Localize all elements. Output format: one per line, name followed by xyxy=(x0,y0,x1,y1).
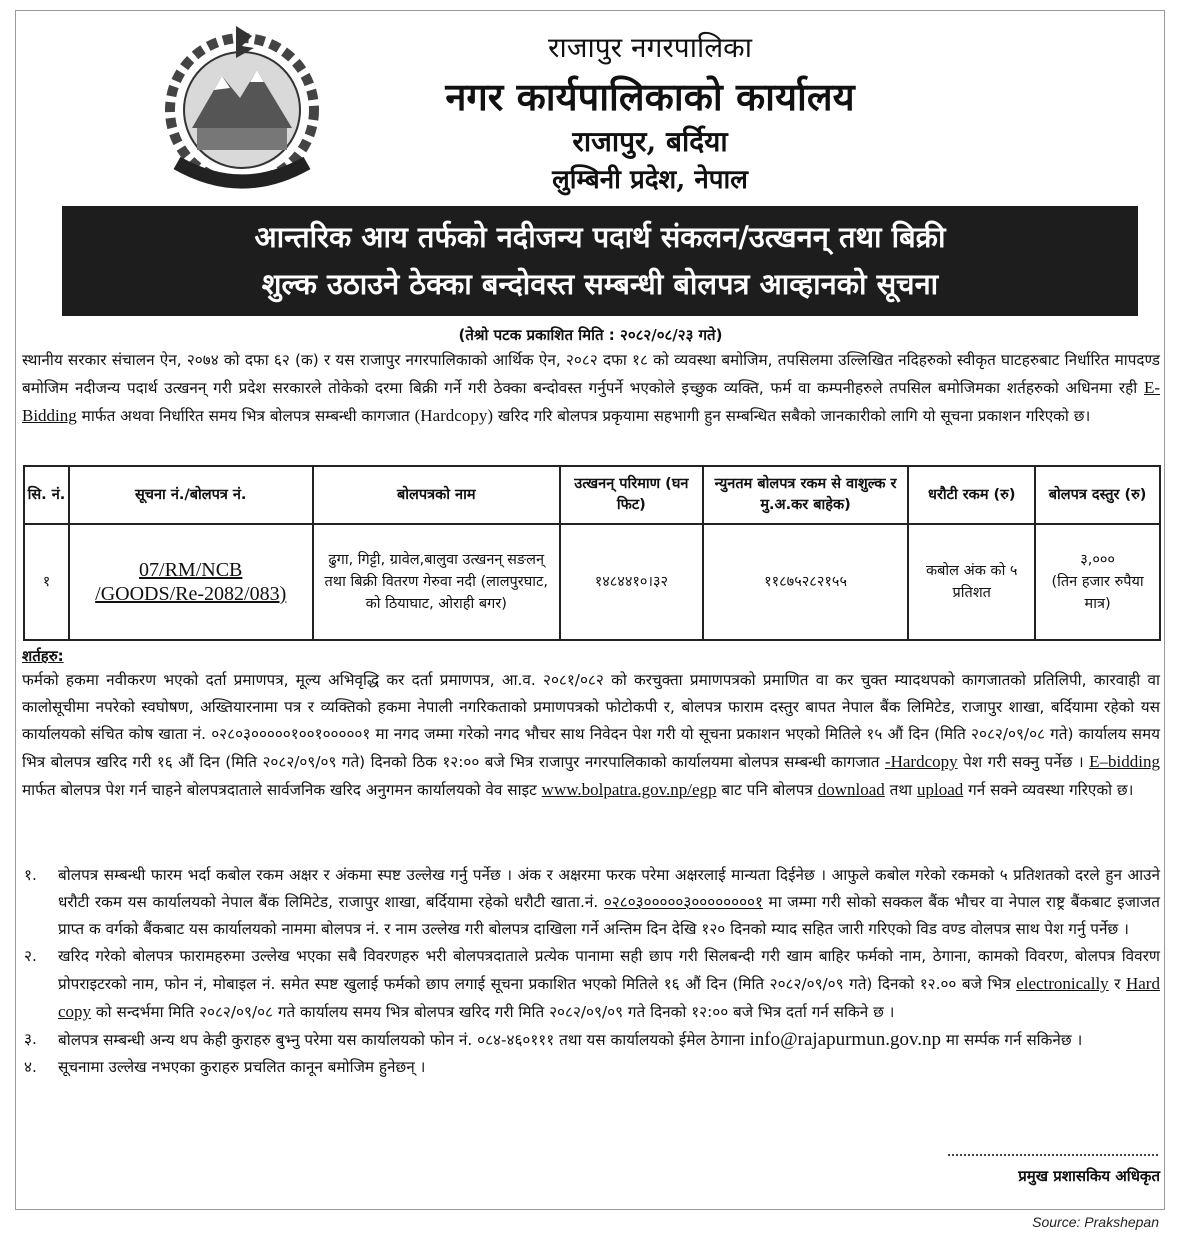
notice-no-line-2: /GOODS/Re-2082/083) xyxy=(95,583,287,605)
col-header-sn: सि. नं. xyxy=(24,466,69,524)
item-number: ४. xyxy=(24,1058,37,1076)
col-header-notice-no: सूचना नं./बोलपत्र नं. xyxy=(69,466,313,524)
list-item xyxy=(22,1026,1160,1054)
item-number: २. xyxy=(24,947,37,965)
list-item xyxy=(22,862,1160,943)
hardcopy-term: Hard copy xyxy=(58,974,1160,1021)
notice-title-line-1: आन्तरिक आय तर्फको नदीजन्य पदार्थ संकलन/उत्खनन् तथा बिक्री xyxy=(254,220,946,254)
deposit-account-number: ०२८०३०००००३००००००००१ xyxy=(603,893,763,911)
office-title: नगर कार्यपालिकाको कार्यालय xyxy=(445,74,855,119)
conditions-text: पेश गरी सक्नु पर्नेछ । xyxy=(963,753,1084,771)
nepal-emblem-icon xyxy=(152,18,332,190)
col-header-min-amount: न्युनतम बोलपत्र रकम से वाशुल्क र मु.अ.कर बाहेक) xyxy=(703,466,909,524)
electronically-term: electronically xyxy=(1016,974,1109,993)
notice-no-line-1: 07/RM/NCB xyxy=(139,559,243,581)
cell-deposit: कबोल अंक को ५ प्रतिशत xyxy=(908,524,1035,640)
bolpatra-website-link[interactable]: www.bolpatra.gov.np/egp xyxy=(541,780,717,799)
fee-amount: ३,००० xyxy=(1080,552,1115,568)
col-header-fee: बोलपत्र दस्तुर (रु) xyxy=(1035,466,1160,524)
hardcopy-term: (Hardcopy) xyxy=(414,406,493,425)
office-province: लुम्बिनी प्रदेश, नेपाल xyxy=(552,165,748,195)
intro-text: मार्फत अथवा निर्धारित समय भित्र बोलपत्र सम्बन्धी कागजात xyxy=(81,407,410,425)
item-text: बोलपत्र सम्बन्धी अन्य थप केही कुराहरु बुभ्नु परेमा यस कार्यालयको फोन नं. ०८४-४६०१११ तथा यस कार्यालयको ईमेल ठेगाना xyxy=(58,1031,745,1049)
intro-text: खरिद गरि बोलपत्र प्रकृयामा सहभागी हुन सम्बन्धित सबैको जानकारीको लागि यो सूचना प्रकाशन गरिएको छ। xyxy=(497,407,1091,425)
cell-bid-name: ढुगा, गिट्टी, ग्रावेल,बालुवा उत्खनन् सङलन् तथा बिक्री वितरण गेरुवा नदी (लालपुरघाट, को ठियाघाट, ओराही बगर) xyxy=(313,524,561,640)
cell-notice-no xyxy=(69,524,313,640)
intro-text: स्थानीय सरकार संचालन ऐन, २०७४ को दफा ६२ (क) र यस राजापुर नगरपालिकाको आर्थिक ऐन, २०८२ दफा १८ को व्यवस्था बमोजिम, तपसिलमा उल्लिखित नदिहरुको स्वीकृत घाटहरुबाट निर्धारित मापदण्ड बमोजिम नदीजन्य पदार्थ उत्खनन् गरी प्रदेश सरकारले तोकेको दरमा बिक्री गर्ने गरी ठेक्का बन्दोवस्त गर्नुपर्ने भएकोले इच्छुक व्यक्ति, फर्म वा कम्पनीहरुले तपसिल बमोजिमका शर्तहरुको अधिनमा रही xyxy=(22,351,1160,397)
upload-term: upload xyxy=(917,780,964,799)
conditions-paragraph xyxy=(22,667,1160,804)
conditions-text: तथा xyxy=(889,781,913,799)
col-header-quantity: उत्खनन् परिमाण (घन फिट) xyxy=(560,466,703,524)
conditions-list xyxy=(22,862,1160,1081)
item-text: को सन्दर्भमा मिति २०८२/०९/०८ गते कार्यालय समय भित्र बोलपत्र खरिद गरी मिति २०८२/०९/०९ गते दिनको १२:०० बजे भित्र दर्ता गर्न सकिने छ । xyxy=(95,1003,895,1021)
cell-min-amount: ११८७५२८२१५५ xyxy=(703,524,909,640)
office-location: राजापुर, बर्दिया xyxy=(572,125,728,158)
item-text: सूचनामा उल्लेख नभएका कुराहरु प्रचलित कानून बमोजिम हुनेछन् । xyxy=(58,1058,426,1076)
item-number: १. xyxy=(24,866,37,884)
list-item xyxy=(22,1054,1160,1081)
e-bidding-link[interactable]: E–bidding xyxy=(1089,752,1160,771)
cell-sn: १ xyxy=(24,524,69,640)
item-text: र xyxy=(1114,975,1121,993)
source-credit: Source: Prakshepan xyxy=(1032,1214,1159,1230)
intro-paragraph xyxy=(22,347,1160,430)
cell-fee xyxy=(1035,524,1160,640)
notice-title-banner xyxy=(62,206,1138,316)
item-text: मा जम्मा गरी सोको सक्कल बैंक भौचर वा नेपाल राष्ट्र बैंकबाट इजाजत प्राप्त क वर्गको बैंकबाट यस कार्यालयको नाममा बोलपत्र नं. र नाम उल्लेख गरी बोलपत्र दाखिला गर्ने अन्तिम दिन देखि १२० दिनको म्याद सहित जारी गरिएको विड वण्ड वोलपत्र साथ पेश गर्नु पर्नेछ । xyxy=(58,893,1160,938)
conditions-text: मार्फत बोलपत्र पेश गर्न चाहने बोलपत्रदाताले सार्वजनिक खरिद अनुगमन कार्यालयको वेव साइट xyxy=(22,781,537,799)
fee-words: (तिन हजार रुपैया मात्र) xyxy=(1051,574,1144,612)
list-item xyxy=(22,943,1160,1026)
office-email-link[interactable]: info@rajapurmun.gov.np xyxy=(749,1029,941,1050)
item-text: बोलपत्र सम्बन्धी फारम भर्दा कबोल रकम अक्षर र अंकमा स्पष्ट उल्लेख गर्नु पर्नेछ । अंक र अक्षरमा फरक परेमा अक्षरलाई मान्यता दिईनेछ । आफुले कबोल गरेको रकमको ५ प्रतिशतको दरले हुन आउने धरौटी रकम यस कार्यालयको नेपाल बैंक लिमिटेड, राजापुर शाखा, बर्दियामा रहेको धरौटी खाता.नं. xyxy=(58,866,1160,911)
download-term: download xyxy=(817,780,885,799)
conditions-text: बाट पनि बोलपत्र xyxy=(721,781,813,799)
municipality-name: राजापुर नगरपालिका xyxy=(548,31,752,64)
e-bidding-link[interactable]: E-Bidding xyxy=(22,378,1160,425)
bid-table xyxy=(23,465,1161,641)
publish-date: (तेश्रो पटक प्रकाशित मिति : २०८२/०८/२३ गते) xyxy=(458,326,723,344)
table-row xyxy=(24,524,1160,640)
signatory-title: प्रमुख प्रशासकिय अधिकृत xyxy=(1018,1167,1160,1185)
conditions-text: गर्न सक्ने व्यवस्था गरिएको छ। xyxy=(968,781,1134,799)
item-text: मा सर्म्पक गर्न सकिनेछ । xyxy=(945,1031,1083,1049)
signature-line xyxy=(948,1154,1158,1156)
item-number: ३. xyxy=(24,1030,37,1048)
item-text: खरिद गरेको बोलपत्र फारामहरुमा उल्लेख भएका सबै विवरणहरु भरी बोलपत्रदाताले प्रत्येक पानामा सही छाप गरी सिलबन्दी गरी खाम बाहिर फर्मको नाम, ठेगाना, कामको विवरण, बोलपत्र विवरण प्रोपराइटरको नाम, फोन नं, मोबाइल नं. समेत स्पष्ट खुलाई फर्मको छाप लगाई सूचना प्रकाशित भएको मितिले १६ औं दिन (मिति २०८२/०९/०९ गते) दिनको १२.०० बजे भित्र xyxy=(58,947,1160,993)
col-header-deposit: धरौटी रकम (रु) xyxy=(908,466,1035,524)
conditions-text: फर्मको हकमा नवीकरण भएको दर्ता प्रमाणपत्र, मूल्य अभिवृद्धि कर दर्ता प्रमाणपत्र, आ.व. २०८१/०८२ को करचुक्ता प्रमाणपत्रको प्रमाणित वा कर चुक्त म्यादथपको कागजातको प्रतिलिपी, कारवाही वा कालोसूचीमा नपरेको स्वघोषण, अख्तियारनामा पत्र र व्यक्तिको हकमा नेपाली नगरिकताको प्रमाणपत्रको फोटोकपी र, बोलपत्र फाराम दस्तुर बापत नेपाल बैंक लिमिटेड, राजापुर शाखा, बर्दियामा रहेको यस कार्यालयको संचित कोष खाता नं. ०२८०३०००००१००१०००००१ मा नगद जम्मा गरेको नगद भौचर साथ निवेदन पेश गरी यो सूचना प्रकाशन भएको मितिले १५ औं दिन (मिति २०८२/०९/०८ गते) कार्यालय समय भित्र बोलपत्र खरिद गरी १६ औं दिन (मिति २०८२/०९/०९ गते) दिनको ठिक १२:०० बजे भित्र राजापुर नगरपालिकाको कार्यालयमा बोलपत्र सम्बन्धी कागजात xyxy=(22,671,1160,771)
table-header-row xyxy=(24,466,1160,524)
hardcopy-term: -Hardcopy xyxy=(884,752,958,771)
conditions-heading: शर्तहरु: xyxy=(22,647,64,665)
cell-quantity: १४८४४१०।३२ xyxy=(560,524,703,640)
notice-title-line-2: शुल्क उठाउने ठेक्का बन्दोवस्त सम्बन्धी बोलपत्र आव्हानको सूचना xyxy=(261,267,939,301)
col-header-bid-name: बोलपत्रको नाम xyxy=(313,466,561,524)
